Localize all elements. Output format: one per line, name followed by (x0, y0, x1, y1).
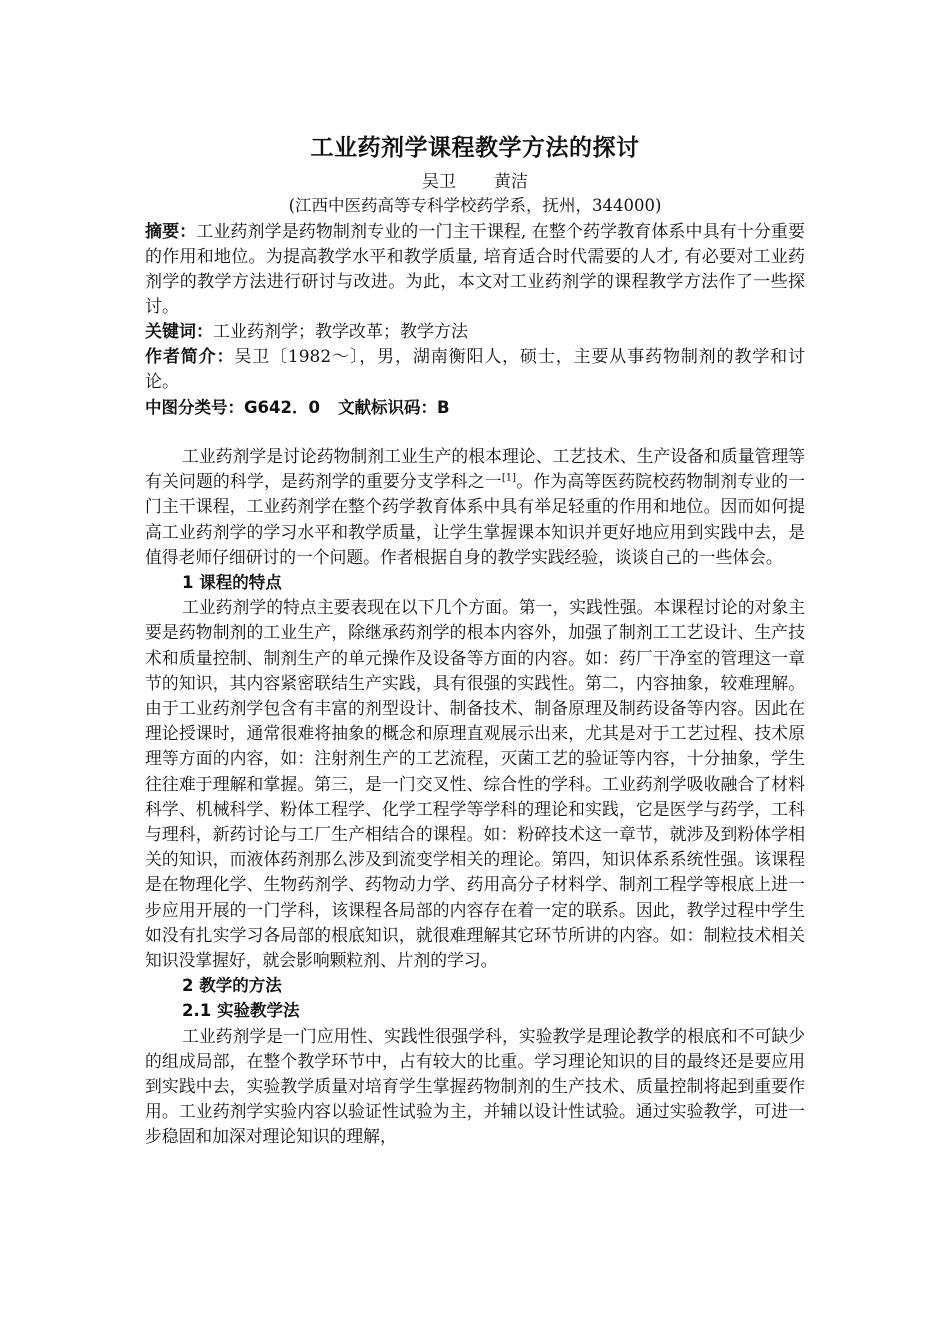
clc-number: 中图分类号：G642．0 (145, 398, 320, 417)
section-paragraph: 工业药剂学的特点主要表现在以下几个方面。第一，实践性强。本课程讨论的对象主要是药物制剂的工业生产，除继承药剂学的根本内容外，加强了制剂工工艺设计、生产技术和质量控制、制剂生产的单元操作及设备等方面的内容。如：药厂干净室的管理这一章节的知识，其内容紧密联结生产实践，具有很强的实践性。第二，内容抽象，较难理解。由于工业药剂学包含有丰富的剂型设计、制备技术、制备原理及制药设备等内容。因此在理论授课时，通常很难将抽象的概念和原理直观展示出来，尤其是对于工艺过程、技术原理等方面的内容，如：注射剂生产的工艺流程，灭菌工艺的验证等内容，十分抽象，学生往往难于理解和掌握。第三，是一门交叉性、综合性的学科。工业药剂学吸收融合了材料科学、机械科学、粉体工程学、化学工程学等学科的理论和实践，它是医学与药学，工科与理科，新药讨论与工厂生产相结合的课程。如：粉碎技术这一章节，就涉及到粉体学相关的知识，而液体药剂那么涉及到流变学相关的理论。第四，知识体系系统性强。该课程是在物理化学、生物药剂学、药物动力学、药用高分子材料学、制剂工程学等根底上进一步应用开展的一门学科，该课程各局部的内容存在着一定的联系。因此，教学过程中学生如没有扎实学习各局部的根底知识，就很难理解其它环节所讲的内容。如：制粒技术相关知识没掌握好，就会影响颗粒剂、片剂的学习。 (145, 597, 805, 971)
author-bio-label: 作者简介： (145, 347, 235, 367)
author-bio-text: 吴卫〔1982～〕，男，湖南衡阳人，硕士，主要从事药物制剂的教学和讨论。 (145, 347, 806, 392)
citation-ref: [1] (501, 472, 517, 484)
abstract-text: 工业药剂学是药物制剂专业的一门主干课程, 在整个药学教育体系中具有十分重要的作用和地位。为提高教学水平和教学质量, 培育适合时代需要的人才, 有必要对工业药剂学的教学方法进行研讨与改进。为此，本文对工业药剂学的课程教学方法作了一些探讨。 (145, 222, 806, 317)
abstract (145, 220, 805, 320)
document-code: 文献标识码：B (337, 398, 450, 417)
keywords-text: 工业药剂学；教学改革；教学方法 (213, 322, 468, 342)
intro-text-cont: 。作为高等医药院校药物制剂专业的一门主干课程，工业药剂学在整个药学教育体系中具有举足轻重的作用和地位。因而如何提高工业药剂学的学习水平和教学质量，让学生掌握课本知识并更好地应用到实践中去，是值得老师仔细研讨的一个问题。作者根据自身的教学实践经验，谈谈自己的一些体会。 (145, 471, 805, 567)
affiliation: (江西中医药高等专科学校药学系，抚州，344000) (288, 196, 662, 215)
intro-paragraph (145, 444, 805, 570)
subsection-heading: 2.1 实验教学法 (182, 1001, 300, 1021)
intro-text: 工业药剂学是讨论药物制剂工业生产的根本理论、工艺技术、生产设备和质量管理等有关问题的科学，是药剂学的重要分支学科之一 (145, 446, 805, 492)
section-heading: 1 课程的特点 (182, 573, 282, 593)
keywords (145, 320, 805, 345)
section-heading: 2 教学的方法 (182, 976, 282, 996)
author-line (145, 170, 805, 194)
author-name: 黄洁 (494, 172, 528, 192)
author-bio (145, 345, 805, 395)
classification-line (145, 395, 805, 420)
paper-title: 工业药剂学课程教学方法的探讨 (310, 135, 640, 161)
keywords-label: 关键词： (145, 322, 213, 342)
subsection-paragraph: 工业药剂学是一门应用性、实践性很强学科，实验教学是理论教学的根底和不可缺少的组成局部，在整个教学环节中，占有较大的比重。学习理论知识的目的最终还是要应用到实践中去，实验教学质量对培育学生掌握药物制剂的生产技术、质量控制将起到重要作用。工业药剂学实验内容以验证性试验为主，并辅以设计性试验。通过实验教学，可进一步稳固和加深对理论知识的理解， (145, 1025, 805, 1147)
abstract-label: 摘要： (145, 222, 197, 242)
paper-page (145, 128, 805, 1150)
author-name: 吴卫 (422, 172, 456, 192)
